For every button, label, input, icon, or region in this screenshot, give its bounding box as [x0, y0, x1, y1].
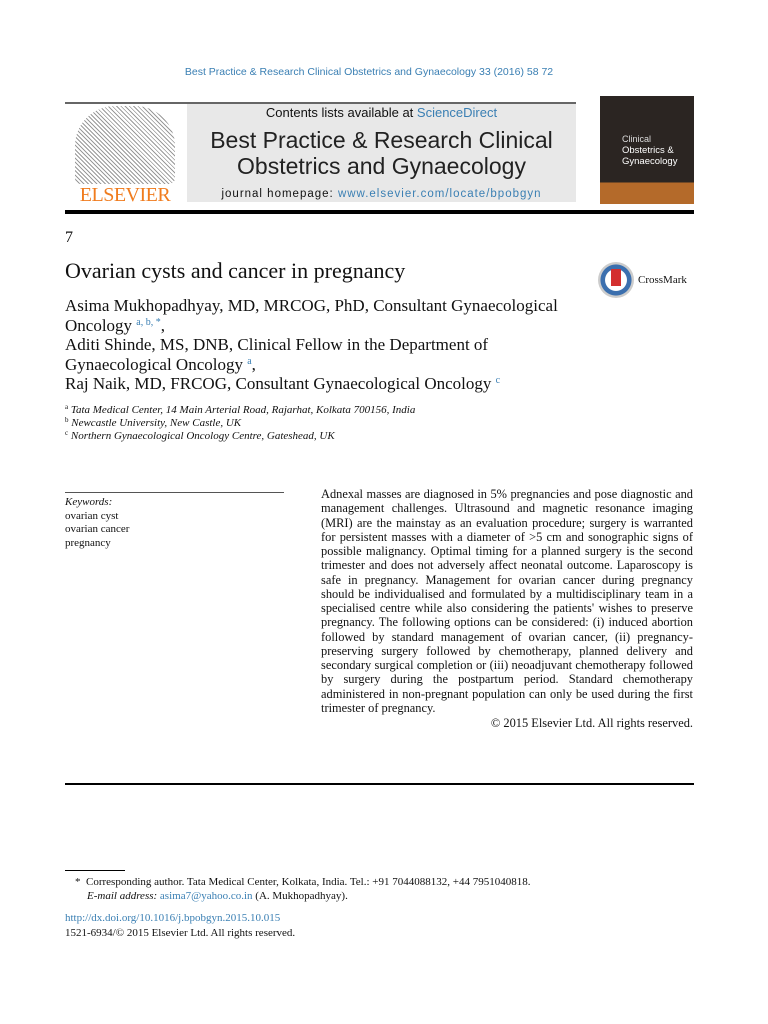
doi-link[interactable]: http://dx.doi.org/10.1016/j.bpobgyn.2015.10.015: [65, 912, 281, 924]
tree-logo-icon: [75, 106, 175, 184]
cover-line3: Gynaecology: [622, 156, 678, 167]
running-header[interactable]: Best Practice & Research Clinical Obstetrics and Gynaecology 33 (2016) 58 72: [184, 66, 554, 78]
abstract-rule: [65, 783, 694, 785]
email-suffix: (A. Mukhopadhyay).: [252, 890, 348, 902]
footnote-mark: *: [75, 876, 81, 888]
cover-line2: Obstetrics &: [622, 145, 674, 156]
publisher-name: ELSEVIER: [79, 184, 171, 206]
affiliation-mark: a: [65, 403, 69, 411]
footnote-text: Corresponding author. Tata Medical Center, Kolkata, India. Tel.: +91 7044088132, +44 7951040818.: [86, 876, 531, 888]
affiliation-mark: c: [65, 429, 69, 437]
affiliation-mark: b: [65, 416, 69, 424]
elsevier-logo[interactable]: [65, 106, 185, 206]
cover-line1: Clinical: [622, 134, 652, 144]
sciencedirect-link[interactable]: ScienceDirect: [416, 105, 498, 120]
affiliation-text: Newcastle University, New Castle, UK: [71, 417, 242, 429]
keywords-heading: Keywords:: [65, 496, 113, 508]
crossmark-button[interactable]: [598, 262, 687, 298]
journal-cover-image[interactable]: [600, 96, 694, 204]
corresponding-author-note: [75, 875, 530, 889]
author-list: [65, 296, 575, 394]
article-title: Ovarian cysts and cancer in pregnancy: [65, 258, 406, 283]
keywords: [65, 496, 129, 550]
author: [65, 374, 575, 394]
affiliation-marks[interactable]: a: [247, 355, 252, 367]
abstract-copyright: © 2015 Elsevier Ltd. All rights reserved.: [490, 716, 693, 730]
affiliation-marks[interactable]: a, b, *: [136, 316, 161, 328]
author-name: Asima Mukhopadhyay, MD, MRCOG, PhD, Consultant Gynaecological Oncology: [65, 296, 558, 335]
keywords-rule: [65, 492, 284, 493]
journal-title-line1: Best Practice & Research Clinical: [210, 127, 553, 153]
email-line: [75, 889, 530, 903]
homepage-link[interactable]: www.elsevier.com/locate/bpobgyn: [337, 188, 542, 200]
affiliation-marks[interactable]: c: [495, 375, 501, 387]
homepage-prefix: journal homepage:: [221, 188, 338, 200]
author-name: Aditi Shinde, MS, DNB, Clinical Fellow in the Department of Gynaecological Oncology: [65, 335, 489, 374]
journal-title: [187, 127, 576, 179]
contents-prefix: Contents lists available at: [265, 105, 417, 120]
keyword: ovarian cancer: [65, 523, 130, 535]
footnote: [75, 875, 530, 903]
affiliation: [65, 404, 415, 417]
abstract-section: [321, 487, 693, 730]
journal-title-line2: Obstetrics and Gynaecology: [237, 153, 526, 179]
affiliation-text: Tata Medical Center, 14 Main Arterial Road, Rajarhat, Kolkata 700156, India: [70, 404, 416, 416]
affiliation: [65, 417, 415, 430]
crossmark-label: CrossMark: [638, 274, 687, 286]
homepage-line: [187, 188, 576, 200]
keyword: ovarian cyst: [65, 509, 119, 522]
issn-line: 1521-6934/© 2015 Elsevier Ltd. All rights reserved.: [65, 927, 296, 939]
email-label: E-mail address:: [87, 890, 158, 902]
chapter-number: 7: [65, 229, 73, 246]
crossmark-icon: [598, 262, 634, 298]
header-thick-rule: [65, 210, 694, 214]
author-name: Raj Naik, MD, FRCOG, Consultant Gynaecological Oncology: [65, 374, 492, 394]
journal-banner: [187, 104, 576, 202]
doi-block: [65, 911, 295, 941]
affiliation: [65, 430, 415, 443]
abstract-text: Adnexal masses are diagnosed in 5% pregnancies and pose diagnostic and management challenges. Ultrasound and magnetic resonance imaging (MRI) are the mainstay as an evaluation procedure; surgery is warranted for persistent masses with a diameter of >5 cm and sonographic signs of possible malignancy. Optimal timing for a planned surgery is the second trimester and does not adversely affect neonatal outcome. Laparoscopy is safe in pregnancy. Management for ovarian cancer during pregnancy should be individualised and formulated by a multidisciplinary team in a specialised centre while also considering the patients' wishes to preserve pregnancy. The following options can be considered: (i) induced abortion followed by standard management of ovarian cancer, (ii) pregnancy-preserving surgery followed by chemotherapy, planned delivery and secondary surgical completion or (iii) neoadjuvant chemotherapy followed by surgery during the postpartum period. Standard chemotherapy administered in non-pregnant population can only be used during the first trimester of pregnancy.: [321, 487, 693, 715]
footnote-rule: [65, 870, 125, 871]
keyword: pregnancy: [65, 536, 111, 549]
author: Asima Mukhopadhyay, MD, MRCOG, PhD, Consultant Gynaecological Oncology $^{a, b, *}$,: [65, 296, 558, 335]
affiliation-text: Northern Gynaecological Oncology Centre, Gateshead, UK: [70, 430, 335, 442]
affiliations: [65, 404, 415, 443]
author: Aditi Shinde, MS, DNB, Clinical Fellow in the Department of Gynaecological Oncology $^a$,: [65, 335, 489, 374]
email-link[interactable]: asima7@yahoo.co.in: [159, 890, 253, 902]
contents-line: [187, 105, 576, 120]
